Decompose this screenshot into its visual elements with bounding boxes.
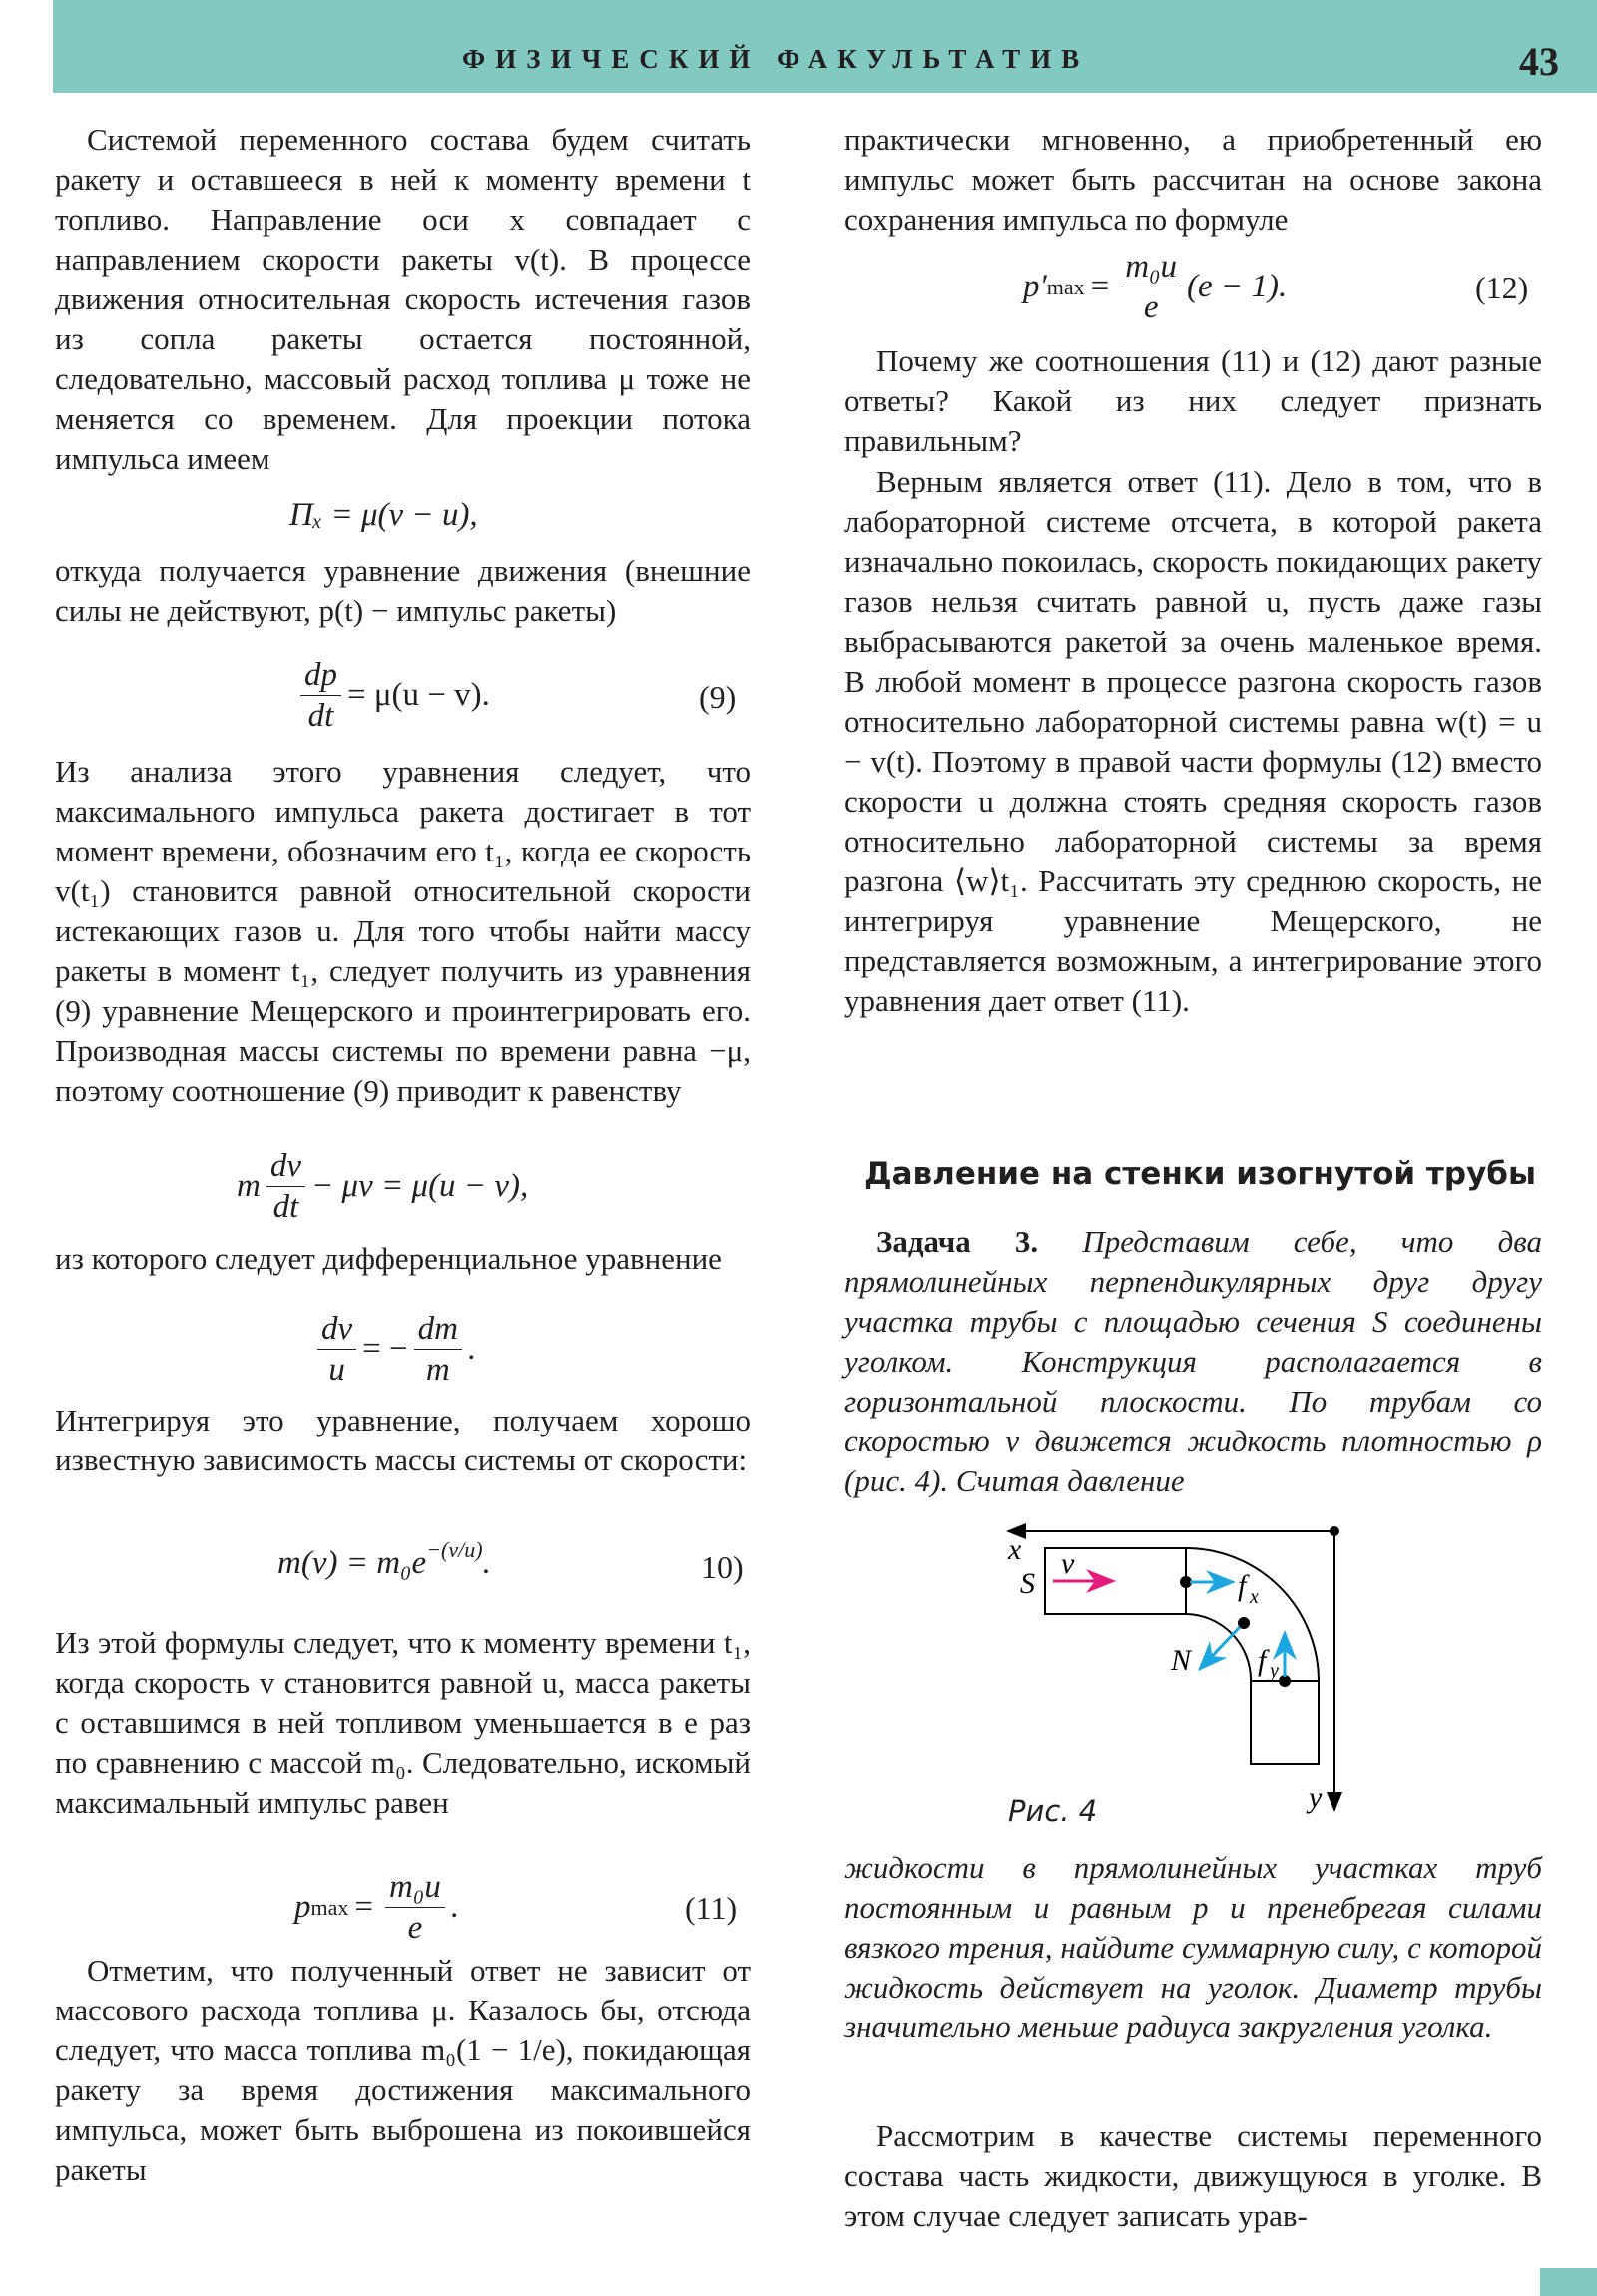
paragraph: Системой переменного состава будем считать ракету и оставшееся в ней к моменту времени t топливо. Направление оси x совпадает с направлением скорости ракеты v(t). В процессе движения относительная скорость истечения газов из сопла ракеты остается постоянной, следовательно, массовый расход топлива μ тоже не меняется со временем. Для проекции потока импульса имеем [55,122,751,476]
task-label: Задача 3. [876,1224,1039,1259]
denominator: m [425,1352,450,1388]
paragraph: Рассмотрим в качестве системы переменного состава часть жидкости, движущуюся в уголке. В этом случае следует записать урав- [844,2118,1542,2233]
equation-rhs: = μ(u − v). [347,677,490,713]
exponent: −(v/u) [426,1536,483,1562]
denominator: e [1143,289,1159,325]
equation-term: . [467,1331,477,1367]
label-fy: f [1258,1644,1267,1677]
equation-flux: Πₓ = μ(v − u), [289,497,478,533]
denominator: e [407,1910,423,1946]
label-N: N [1171,1644,1192,1677]
equation-term: m(v) = m₀e [277,1545,427,1581]
numerator: dp [300,655,341,696]
label-fy-sub: y [1270,1660,1279,1682]
label-x: x [1008,1533,1022,1566]
subscript: max [310,1894,349,1920]
equation-differential [311,1309,476,1390]
subscript: max [1046,274,1085,299]
denominator: dt [307,698,334,734]
equation-12: p′ max = $\frac{\text{m₀u}}{e}$ (e − 1). [1023,249,1288,325]
numerator: m₀u [1121,247,1181,287]
equation-10 [277,1536,491,1582]
page-number: 43 [1519,39,1559,84]
label-y: y [1309,1781,1323,1814]
equation-term: . [482,1545,491,1581]
equation-motion [237,1146,528,1227]
page-header [53,0,1597,93]
numerator: dv [266,1146,305,1187]
task-text: Представим себе, что два прямолинейных перпендикулярных друг другу участка трубы с площадью сечения S соединены уголком. Конструкция располагается в горизонтальной плоскости. По трубам со скоростью v движется жидкость плотностью ρ (рис. 4). Считая давление [844,1224,1542,1498]
equation-term: = − [362,1331,408,1367]
label-fx-sub: x [1250,1586,1259,1608]
paragraph: Верным является ответ (11). Дело в том, что в лабораторной системе отсчета, в которой ракета изначально покоилась, скорость покидающих ракету газов нельзя считать равной u, пусть даже газы выбрасываются ракетой за очень маленькое время. В любой момент в процессе разгона скорость газов относительно лабораторной системы равна w(t) = u − v(t). Поэтому в правой части формулы (12) вместо скорости u должна стоять средняя скорость газов относительно лабораторной системы за время разгона ⟨w⟩t₁. Рассчитать эту среднюю скорость, не интегрируя уравнение Мещерского, не представляется возможным, а интегрирование этого уравнения дает ответ (11). [844,464,1542,1018]
equation-term: (e − 1). [1187,269,1288,304]
numerator: m₀u [385,1867,445,1908]
denominator: u [328,1352,345,1388]
denominator: dt [272,1189,299,1225]
label-fx: f [1238,1569,1247,1602]
paragraph: откуда получается уравнение движения (внешние силы не действуют, p(t) − импульс ракеты) [55,553,751,628]
equation-label: (9) [699,679,737,715]
label-S: S [1020,1567,1035,1600]
equation-term: m [237,1168,261,1204]
equation-term: . [450,1889,460,1925]
equation-label: 10) [701,1549,744,1585]
equation-term: p [294,1889,311,1925]
equation-label: (11) [685,1890,738,1926]
paragraph: Интегрируя это уравнение, получаем хорошо известную зависимость массы системы от скорости: [55,1403,751,1477]
running-title: ФИЗИЧЕСКИЙ ФАКУЛЬТАТИВ [462,44,1090,74]
paragraph: из которого следует дифференциальное уравнение [55,1241,722,1276]
paragraph: практически мгновенно, а приобретенный ею импульс может быть рассчитан на основе закона сохранения импульса по формуле [844,122,1542,237]
figure-caption: Рис. 4 [1008,1794,1098,1828]
task-paragraph [844,1222,1542,1501]
normal-force-arrow [1200,1627,1240,1669]
paragraph: Из этой формулы следует, что к моменту времени t₁, когда скорость v становится равной u, масса ракеты с оставшимся в ней топливом уменьшается в e раз по сравнению с массой m₀. Следовательно, искомый максимальный импульс равен [55,1625,751,1820]
paragraph: Почему же соотношения (11) и (12) дают разные ответы? Какой из них следует признать правильным? [844,343,1542,458]
equation-rhs: − μv = μ(u − v), [311,1168,529,1204]
numerator: dv [317,1309,356,1350]
equation-11: p max = $\frac{\text{m₀u}}{e}$ . [294,1869,460,1946]
numerator: dm [414,1309,462,1350]
paragraph: Из анализа этого уравнения следует, что максимального импульса ракета достигает в тот момент времени, обозначим его t₁, когда ее скорость v(t₁) становится равной относительной скорости истекающих газов u. Для того чтобы найти массу ракеты в момент t₁, следует получить из уравнения (9) уравнение Мещерского и проинтегрировать его. Производная массы системы по времени равна −μ, поэтому соотношение (9) приводит к равенству [55,754,751,1108]
equation-9 [294,655,490,736]
label-v: v [1061,1547,1075,1580]
section-heading: Давление на стенки изогнутой трубы [864,1156,1536,1192]
paragraph: Отметим, что полученный ответ не зависит от массового расхода топлива μ. Казалось бы, отсюда следует, что масса топлива m₀(1 − 1/e), покидающая ракету за время достижения максимального импульса, может быть выброшена из покоившейся ракеты [55,1953,751,2187]
equation-label: (12) [1475,270,1529,305]
task-continuation: жидкости в прямолинейных участках труб постоянным и равным p и пренебрегая силами вязкого трения, найдите суммарную силу, с которой жидкость действует на уголок. Диаметр трубы значительно меньше радиуса закругления уголка. [844,1850,1542,2044]
equation-term: p′ [1023,269,1047,304]
corner-decoration [1540,2268,1597,2296]
